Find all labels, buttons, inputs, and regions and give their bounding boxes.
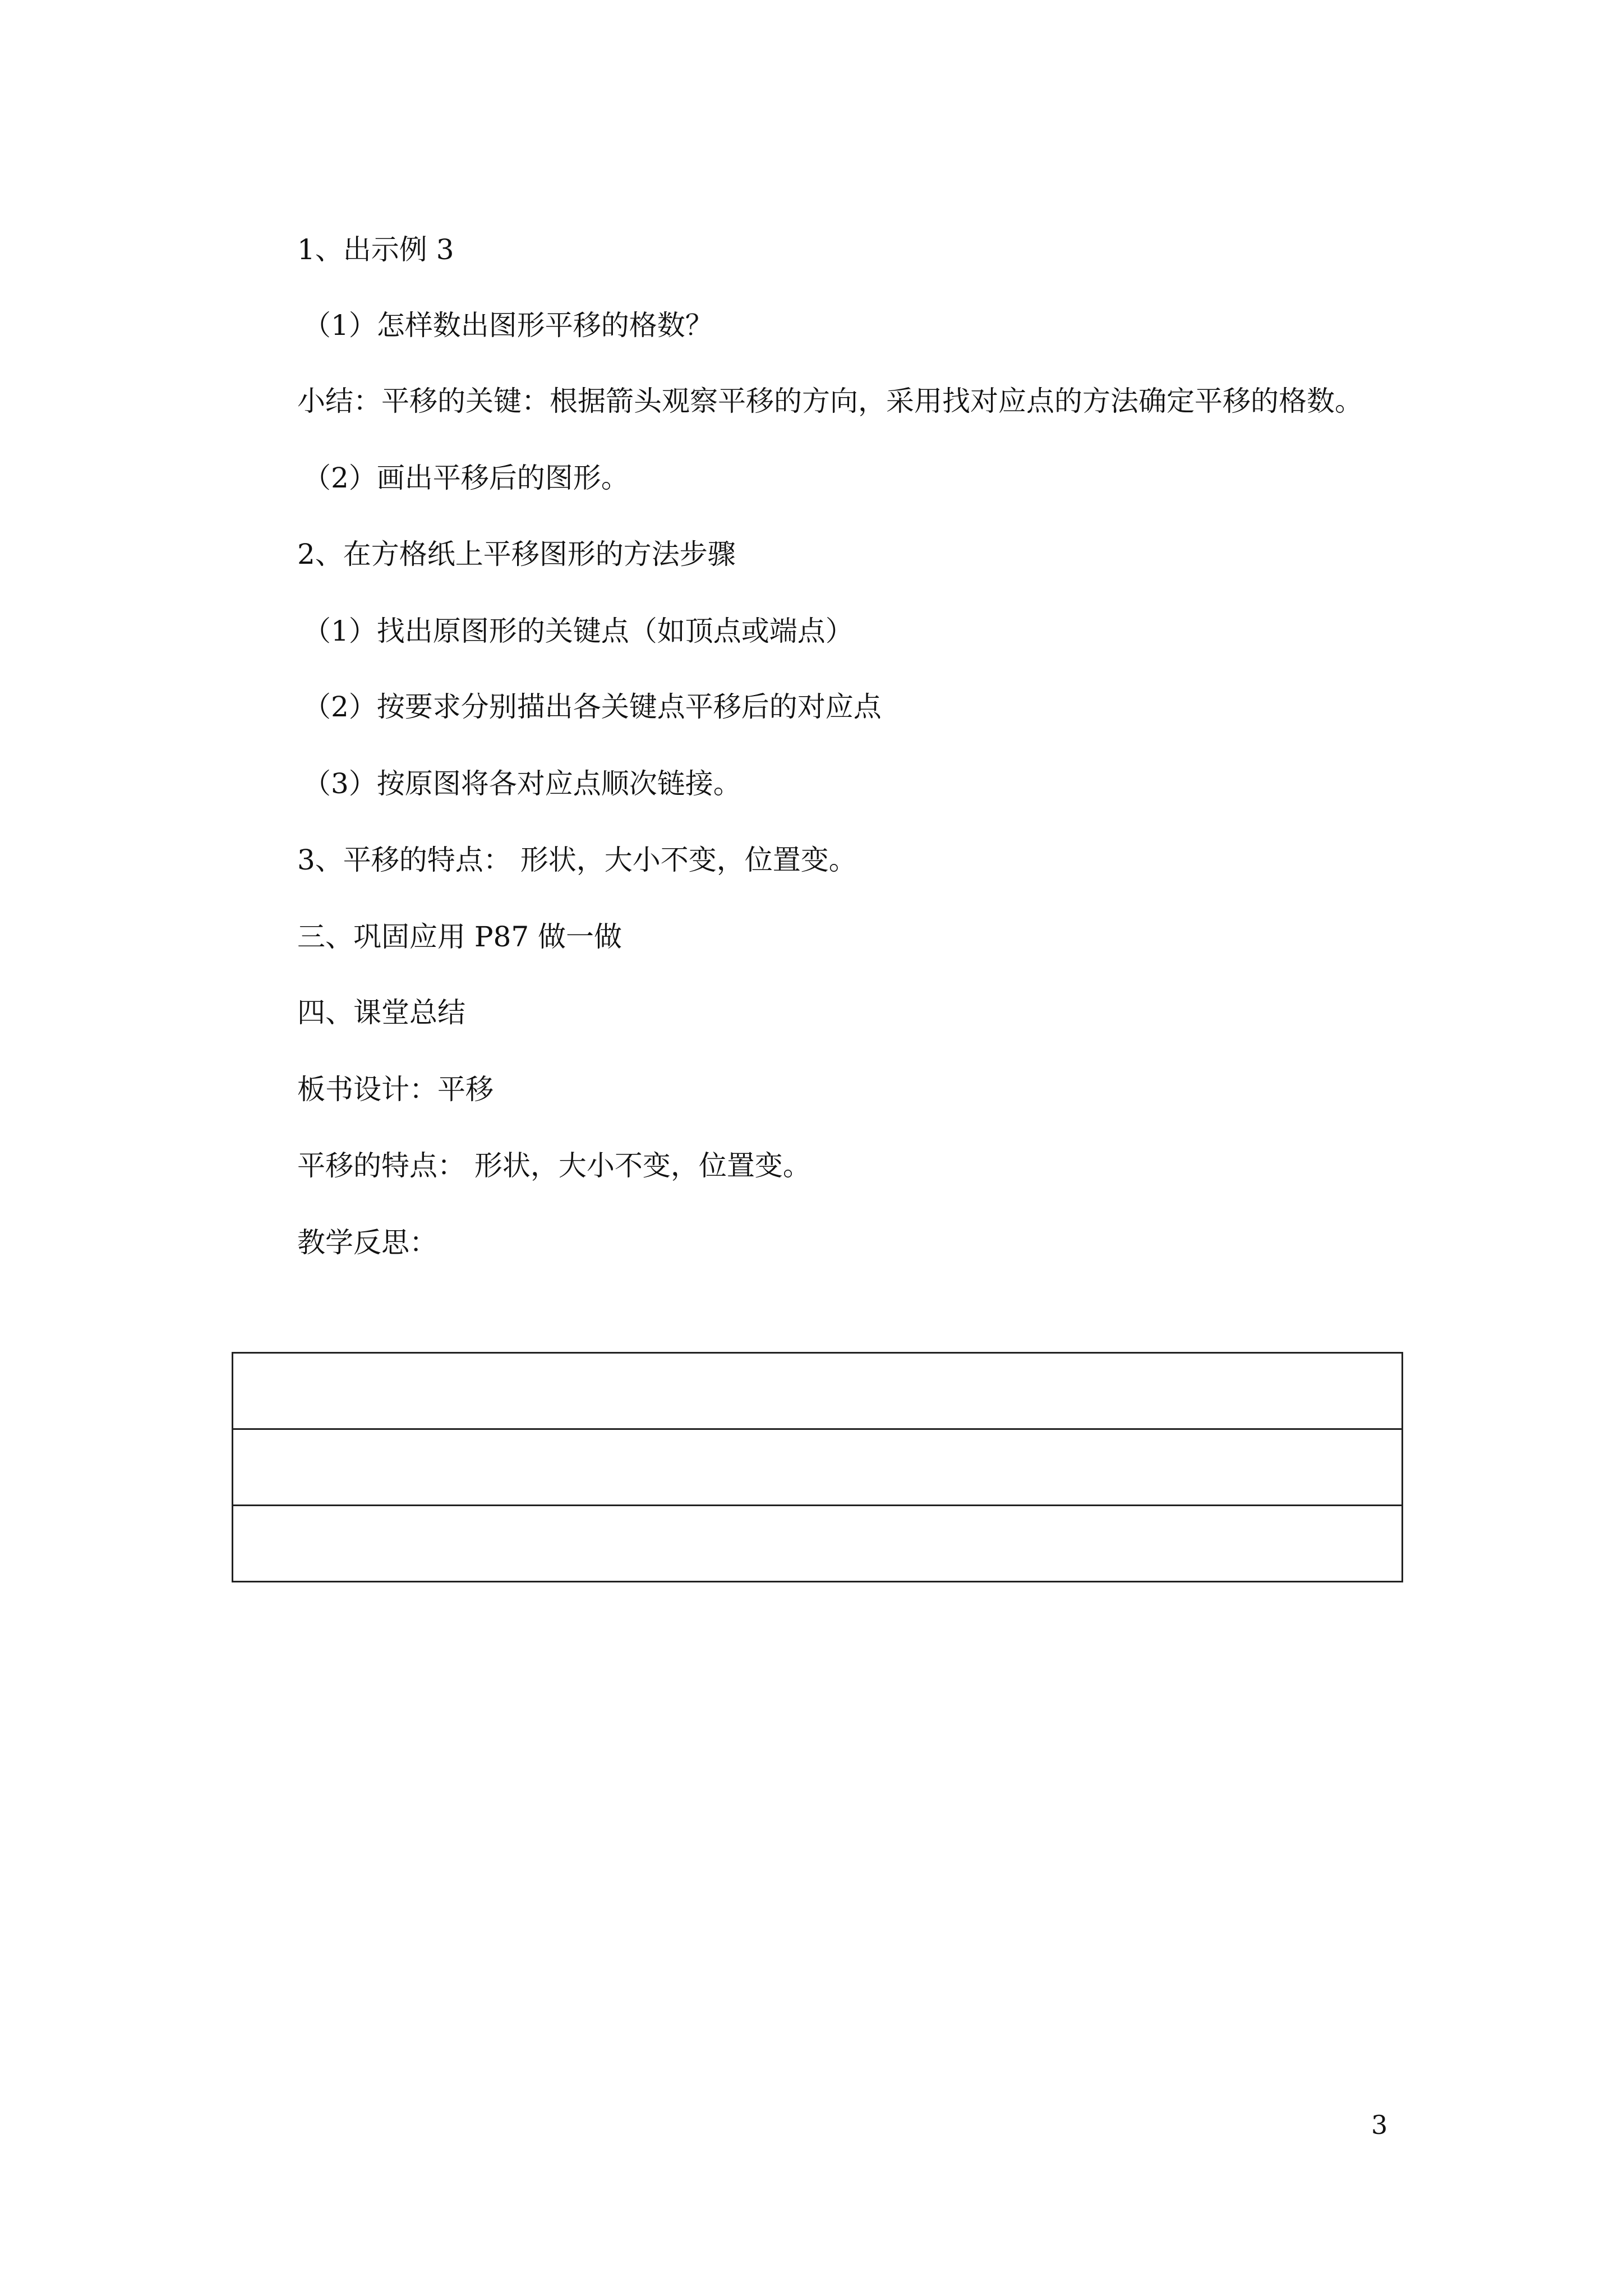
step-1: （1）找出原图形的关键点（如顶点或端点） <box>303 615 854 647</box>
summary-key-point: 小结：平移的关键：根据箭头观察平移的方向，采用找对应点的方法确定平移的格数。 <box>297 385 1363 417</box>
reflection-row <box>233 1429 1403 1506</box>
reflection-row <box>233 1353 1403 1429</box>
consolidation-heading: 三、巩固应用 P87 做一做 <box>297 921 623 953</box>
reflection-row <box>233 1506 1403 1582</box>
reflection-table <box>232 1352 1403 1582</box>
reflection-cell <box>233 1429 1403 1506</box>
step-3: （3）按原图将各对应点顺次链接。 <box>303 767 741 800</box>
example-3-heading: 1、出示例 3 <box>297 233 454 266</box>
translation-features: 3、平移的特点： 形状，大小不变，位置变。 <box>297 844 857 876</box>
board-features: 平移的特点： 形状，大小不变，位置变。 <box>297 1149 811 1182</box>
class-summary-heading: 四、课堂总结 <box>297 996 465 1029</box>
board-design: 板书设计：平移 <box>297 1073 494 1106</box>
reflection-cell <box>233 1353 1403 1429</box>
method-steps-heading: 2、在方格纸上平移图形的方法步骤 <box>297 538 736 570</box>
step-2: （2）按要求分别描出各关键点平移后的对应点 <box>303 691 882 723</box>
question-count-squares: （1）怎样数出图形平移的格数？ <box>303 309 713 342</box>
teaching-reflection-label: 教学反思： <box>297 1226 437 1259</box>
draw-translated-figure: （2）画出平移后的图形。 <box>303 462 629 494</box>
page-number: 3 <box>1371 2110 1388 2140</box>
reflection-cell <box>233 1506 1403 1582</box>
